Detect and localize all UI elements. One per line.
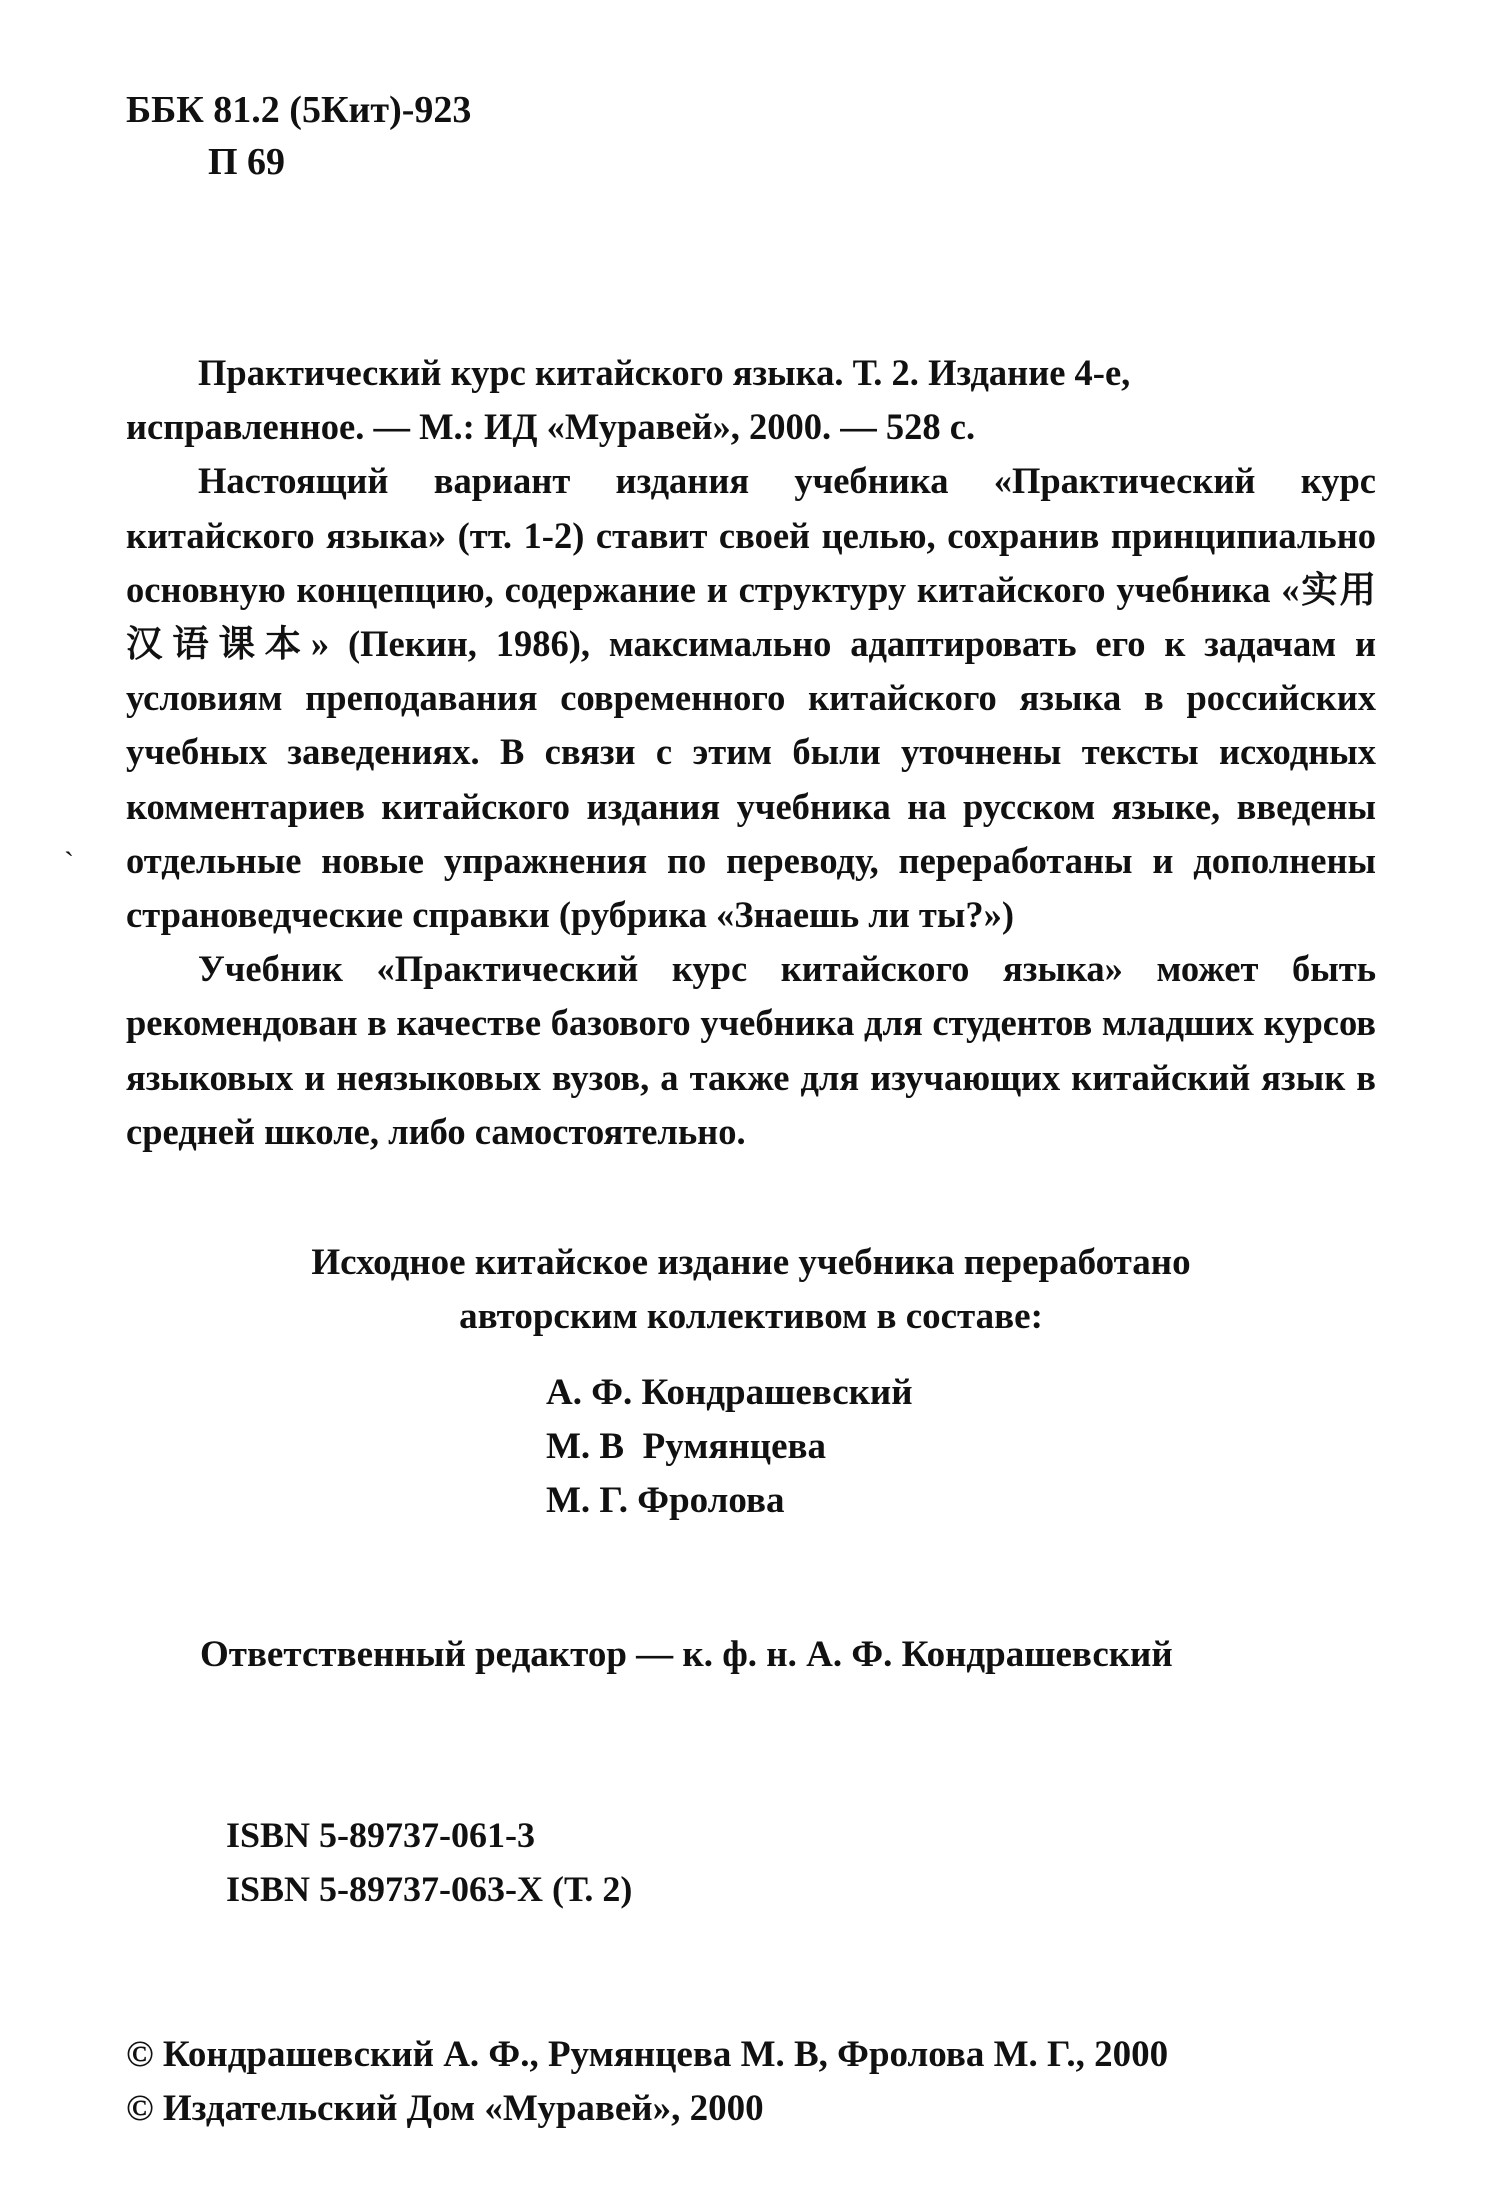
abstract-paragraph-2: Учебник «Практический курс китайского языка» может быть рекомендован в качестве базового учебника для студентов младших курсов языковых и неязыковых вузов, а также для изучающих китайский язык в средней школе, либо самостоятельно. bbox=[126, 948, 1376, 1152]
author-list bbox=[546, 1366, 913, 1528]
isbn-line: ISBN 5-89737-063-X (Т. 2) bbox=[226, 1869, 633, 1909]
bbk-classification bbox=[126, 84, 471, 188]
responsible-editor: Ответственный редактор — к. ф. н. А. Ф. Кондрашевский bbox=[200, 1634, 1173, 1675]
author-name: М. Г. Фролова bbox=[546, 1480, 785, 1521]
isbn-block bbox=[226, 1808, 632, 1916]
authors-intro-line-1: Исходное китайское издание учебника переработано bbox=[311, 1242, 1191, 1283]
copyright-block bbox=[126, 2028, 1168, 2136]
bibliographic-title bbox=[126, 346, 1376, 400]
publication-info: исправленное. — М.: ИД «Муравей», 2000. — 528 с. bbox=[126, 406, 976, 448]
abstract-paragraph-1: Настоящий вариант издания учебника «Практический курс китайского языка» (тт. 1-2) ставит своей целью, сохранив принципиально основную концепцию, содержание и структуру китайского учебника «实用汉语课本» (Пекин, 1986), максимально адаптировать его к задачам и условиям преподавания современного китайского языка в российских учебных заведениях. В связи с этим были уточнены тексты исходных комментариев китайского издания учебника на русском языке, введены отдельные новые упражнения по переводу, переработаны и дополнены страноведческие справки (рубрика «Знаешь ли ты?») bbox=[126, 460, 1376, 936]
author-name: А. Ф. Кондрашевский bbox=[546, 1372, 913, 1413]
bibliographic-abstract bbox=[126, 346, 1376, 1159]
copyright-line: © Издательский Дом «Муравей», 2000 bbox=[126, 2088, 764, 2129]
edition-info: Издание 4-е, bbox=[918, 352, 1131, 393]
author-mark: П 69 bbox=[208, 141, 286, 183]
copyright-line: © Кондрашевский А. Ф., Румянцева М. В, Фролова М. Г., 2000 bbox=[126, 2034, 1169, 2075]
book-title: Практический курс китайского языка. Т. 2. bbox=[198, 352, 919, 393]
stray-mark: ` bbox=[64, 846, 74, 879]
authors-intro bbox=[126, 1236, 1376, 1344]
isbn-line: ISBN 5-89737-061-3 bbox=[226, 1815, 536, 1855]
authors-intro-line-2: авторским коллективом в составе: bbox=[459, 1296, 1043, 1337]
author-name: М. В Румянцева bbox=[546, 1426, 826, 1467]
bbk-code: ББК 81.2 (5Кит)-923 bbox=[126, 89, 472, 131]
